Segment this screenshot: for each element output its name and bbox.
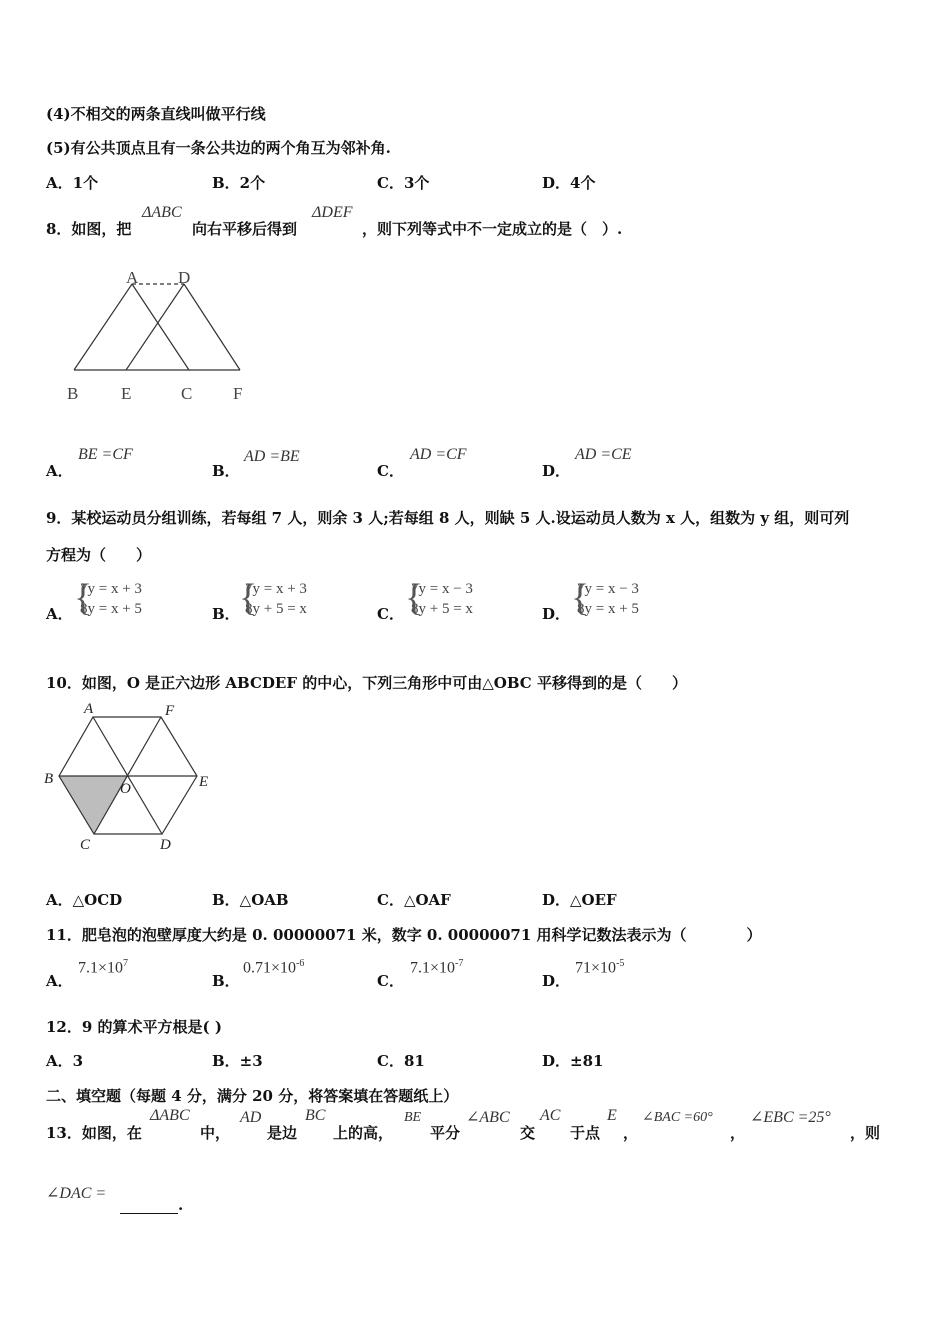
q8-mid: 向右平移后得到 (192, 220, 298, 238)
q12-stem: 12．9 的算术平方根是( ) (46, 1018, 222, 1036)
label-a: A (84, 701, 94, 717)
q13-text-10: ，则 (850, 1124, 881, 1142)
q9-option-a-letter: A． (46, 605, 73, 623)
q11-option-a-math: $7.1\times 10^7$ (78, 958, 129, 977)
q10-option-c: C．△OAF (377, 891, 451, 909)
label-o: O (120, 781, 131, 797)
label-f: F (233, 384, 243, 403)
q9-option-a-system: { 7y = x + 3 8y = x + 5 (74, 577, 142, 619)
q8-option-a-letter: A． (46, 462, 73, 480)
q11-option-b-letter: B． (212, 972, 240, 990)
q13-answer-line: . (120, 1196, 183, 1214)
label-c: C (80, 837, 91, 853)
label-c: C (181, 384, 193, 403)
label-b: B (67, 384, 79, 403)
q8-option-c-math: AD =CF (410, 446, 467, 463)
q8-option-b-math: AD =BE (244, 448, 300, 465)
q11-option-d-letter: D． (542, 972, 571, 990)
q9-stem-line1: 9．某校运动员分组训练，若每组 7 人，则余 3 人;若每组 8 人，则缺 5 人.设运动员人数为 x 人，组数为 y 组，则可列 (46, 509, 850, 527)
q13-text-3: 是边 (267, 1124, 298, 1142)
q8-option-a-math: BE =CF (78, 446, 133, 463)
q8-option-d-math: AD =CE (575, 446, 632, 463)
q9-option-d-system: { 7y = x − 3 8y = x + 5 (571, 577, 639, 619)
q13-text-1: 13．如图，在 (46, 1124, 142, 1142)
edge-ab (74, 284, 132, 370)
label-e: E (121, 384, 132, 403)
q8-triangle-def: ΔDEF (312, 204, 353, 221)
q11-stem: 11．肥皂泡的泡壁厚度大约是 0. 00000071 米，数字 0. 00000071 用科学记数法表示为（ ） (46, 926, 762, 944)
q7-option-d: D．4个 (542, 174, 596, 192)
edge-df (184, 284, 240, 370)
statement-5: (5)有公共顶点且有一条公共边的两个角互为邻补角. (46, 139, 391, 157)
q9-stem-line2: 方程为（ ） (46, 546, 152, 564)
q13-math-ebc: ∠EBC =25° (750, 1109, 831, 1126)
q12-option-a: A．3 (46, 1052, 84, 1070)
q13-math-bc: BC (305, 1107, 326, 1124)
q13-text-5: 平分 (430, 1124, 461, 1142)
q10-option-d: D．△OEF (542, 891, 617, 909)
label-b: B (44, 771, 54, 787)
q10-hexagon-figure (40, 700, 220, 855)
q11-option-a-letter: A． (46, 972, 73, 990)
q11-option-b-math: $0.71\times 10^{-6}$ (243, 958, 305, 977)
q9-option-c-system: { 7y = x − 3 8y + 5 = x (405, 577, 473, 619)
q8-option-b-letter: B． (212, 462, 240, 480)
q13-math-dac: ∠DAC = (46, 1185, 107, 1202)
q8-triangle-figure (60, 266, 260, 406)
brace-icon: { (74, 577, 93, 619)
q10-option-a: A．△OCD (46, 891, 123, 909)
q13-math-angle-abc: ∠ABC (466, 1109, 510, 1126)
label-f: F (165, 703, 175, 719)
edge-de (126, 284, 184, 370)
q8-option-c-letter: C． (377, 462, 404, 480)
q13-text-2: 中， (200, 1124, 231, 1142)
q12-option-d: D．±81 (542, 1052, 604, 1070)
shaded-triangle-obc (59, 776, 127, 834)
q13-text-7: 于点 (570, 1124, 601, 1142)
q11-option-c-letter: C． (377, 972, 404, 990)
q8-option-d-letter: D． (542, 462, 571, 480)
label-a: A (126, 268, 139, 287)
brace-icon: { (571, 577, 590, 619)
label-d: D (160, 837, 171, 853)
q13-text-6: 交 (520, 1124, 536, 1142)
q13-text-8: ， (623, 1124, 639, 1142)
q7-option-b: B．2个 (212, 174, 266, 192)
q7-option-c: C．3个 (377, 174, 430, 192)
answer-blank[interactable] (120, 1199, 178, 1214)
q13-math-ad: AD (240, 1109, 262, 1126)
q13-math-e: E (607, 1107, 617, 1124)
label-d: D (178, 268, 191, 287)
section-2-heading: 二、填空题（每题 4 分，满分 20 分，将答案填在答题纸上） (46, 1087, 459, 1105)
q11-option-d-math: $71\times 10^{-5}$ (575, 958, 625, 977)
q7-option-a: A．1个 (46, 174, 99, 192)
label-e: E (199, 774, 209, 790)
q9-option-b-system: { 7y = x + 3 8y + 5 = x (239, 577, 307, 619)
q13-text-4: 上的高， (333, 1124, 394, 1142)
q8-triangle-abc: ΔABC (142, 204, 182, 221)
edge-ac (132, 284, 189, 370)
q13-math-ac: AC (540, 1107, 561, 1124)
q9-option-c-letter: C． (377, 605, 404, 623)
q13-math-bac: ∠BAC =60° (642, 1110, 713, 1125)
brace-icon: { (239, 577, 258, 619)
brace-icon: { (405, 577, 424, 619)
q12-option-c: C．81 (377, 1052, 425, 1070)
statement-4: (4)不相交的两条直线叫做平行线 (46, 105, 266, 123)
q10-option-b: B．△OAB (212, 891, 289, 909)
q8-suffix: ，则下列等式中不一定成立的是（ ）. (362, 220, 623, 238)
q13-math-be: BE (404, 1110, 422, 1125)
q12-option-b: B．±3 (212, 1052, 263, 1070)
q11-option-c-math: $7.1\times 10^{-7}$ (410, 958, 464, 977)
q9-option-d-letter: D． (542, 605, 571, 623)
q13-math-abc: ΔABC (150, 1107, 190, 1124)
q13-text-9: ， (730, 1124, 746, 1142)
q10-stem: 10．如图，O 是正六边形 ABCDEF 的中心，下列三角形中可由△OBC 平移得到的是（ ） (46, 674, 687, 692)
q8-prefix: 8．如图，把 (46, 220, 132, 238)
q9-option-b-letter: B． (212, 605, 240, 623)
